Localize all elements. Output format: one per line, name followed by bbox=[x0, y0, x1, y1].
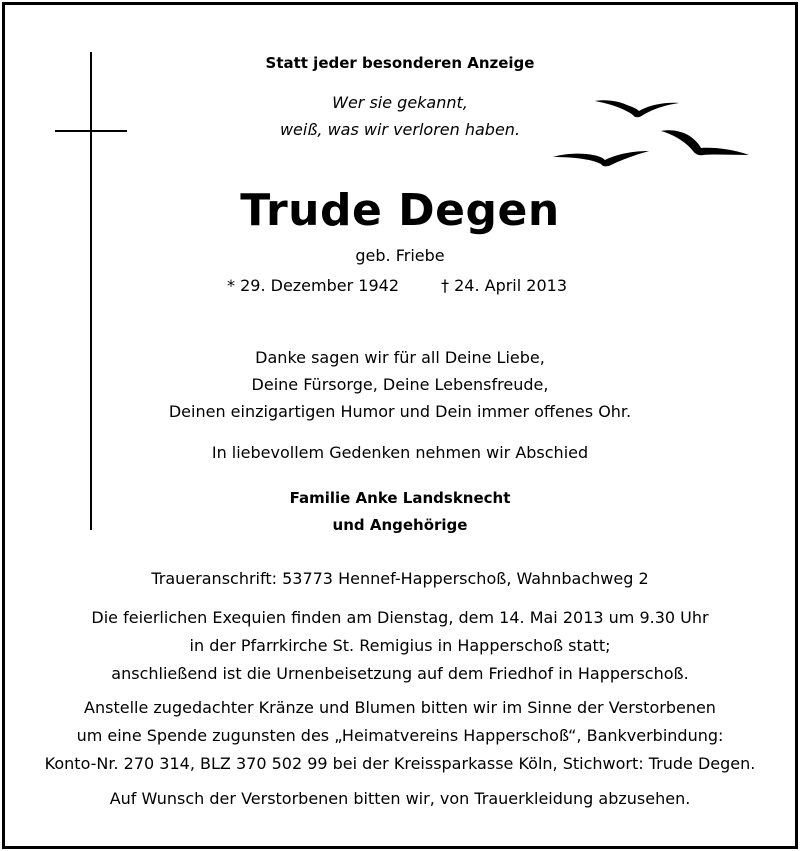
death-date: † 24. April 2013 bbox=[441, 276, 567, 295]
dress-code-line: Auf Wunsch der Verstorbenen bitten wir, von Trauerkleidung abzusehen. bbox=[109, 789, 691, 808]
quote-line: weiß, was wir verloren haben. bbox=[279, 120, 521, 139]
obituary-frame bbox=[2, 2, 798, 849]
mourning-address: Traueranschrift: 53773 Hennef-Happerschoß, Wahnbachweg 2 bbox=[151, 569, 649, 588]
thanks-line: Danke sagen wir für all Deine Liebe, bbox=[255, 348, 545, 367]
donation-line: Anstelle zugedachter Kränze und Blumen bitten wir im Sinne der Verstorbenen bbox=[84, 698, 716, 717]
life-dates bbox=[5, 276, 795, 300]
maiden-name: geb. Friebe bbox=[355, 246, 445, 265]
quote-line: Wer sie gekannt, bbox=[332, 93, 468, 112]
deceased-name: Trude Degen bbox=[240, 185, 560, 236]
notice-heading: Statt jeder besonderen Anzeige bbox=[265, 54, 535, 72]
family-line: und Angehörige bbox=[332, 516, 468, 534]
service-line: in der Pfarrkirche St. Remigius in Happerschoß statt; bbox=[189, 636, 611, 655]
donation-line: um eine Spende zugunsten des „Heimatvereins Happerschoß“, Bankverbindung: bbox=[76, 726, 724, 745]
thanks-line: Deinen einzigartigen Humor und Dein immer offenes Ohr. bbox=[168, 402, 632, 421]
thanks-line: Deine Fürsorge, Deine Lebensfreude, bbox=[251, 375, 549, 394]
service-line: anschließend ist die Urnenbeisetzung auf dem Friedhof in Happerschoß. bbox=[111, 664, 689, 683]
service-line: Die feierlichen Exequien finden am Dienstag, dem 14. Mai 2013 um 9.30 Uhr bbox=[91, 608, 709, 627]
birth-date: * 29. Dezember 1942 bbox=[227, 276, 399, 295]
farewell-line: In liebevollem Gedenken nehmen wir Abschied bbox=[211, 443, 589, 462]
donation-line: Konto-Nr. 270 314, BLZ 370 502 99 bei der Kreissparkasse Köln, Stichwort: Trude Degen. bbox=[44, 754, 756, 773]
bird-icon bbox=[553, 151, 649, 166]
family-line: Familie Anke Landsknecht bbox=[289, 489, 511, 507]
